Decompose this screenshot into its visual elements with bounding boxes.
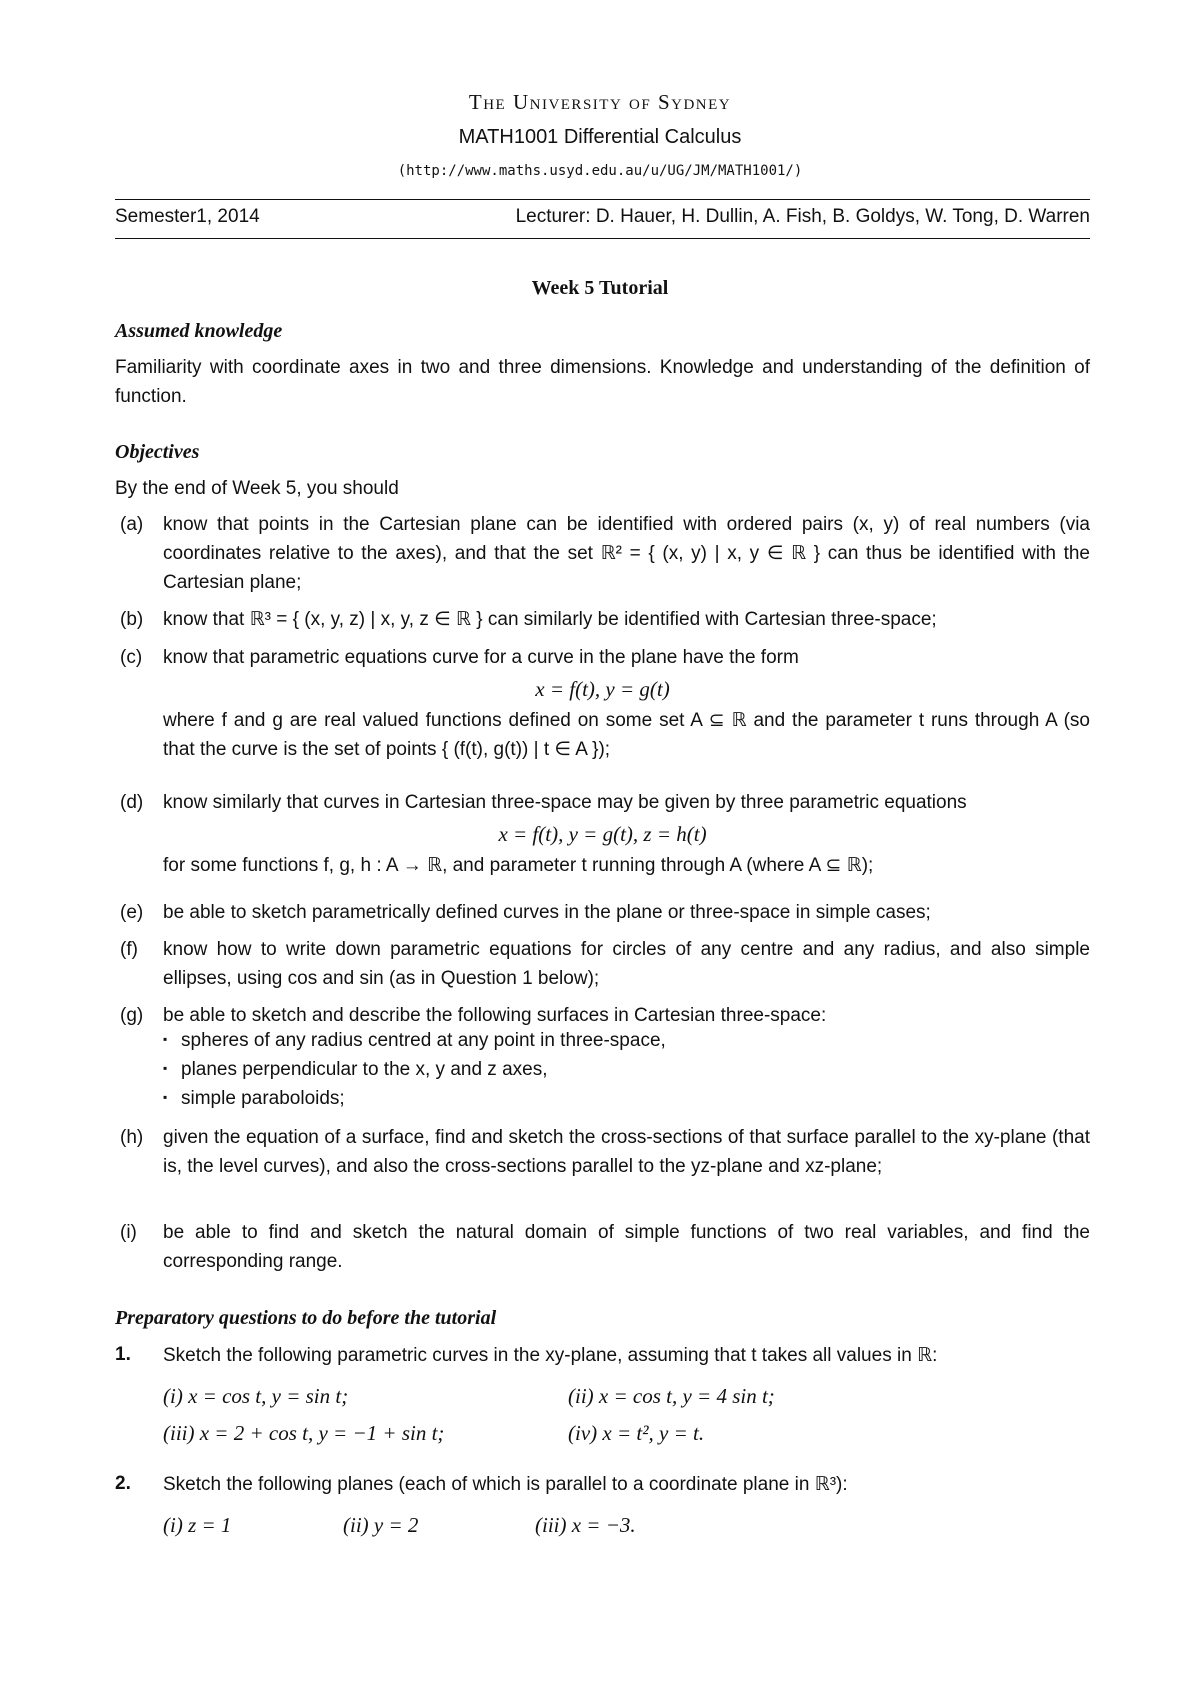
- objective-text-continued: where f and g are real valued functions defined on some set A ⊆ ℝ and the parameter t runs through A (so that the curve is the set of points { (f(t), g(t)) | t ∈ A });: [163, 710, 1090, 760]
- page-title: Week 5 Tutorial: [531, 277, 669, 299]
- question-1-number: 1.: [115, 1344, 131, 1365]
- question-2-part-ii: (ii) y = 2: [343, 1513, 419, 1537]
- objective-label: (h): [120, 1127, 144, 1148]
- assumed-text: Familiarity with coordinate axes in two and three dimensions. Knowledge and understanding of the definition of function.: [115, 357, 1090, 407]
- objective-i: [115, 1218, 1090, 1276]
- objective-label: (e): [120, 902, 144, 923]
- parametric-2d-equation: x = f(t), y = g(t): [535, 677, 670, 701]
- question-2-number: 2.: [115, 1473, 131, 1494]
- objective-text: know that points in the Cartesian plane can be identified with ordered pairs (x, y) of real numbers (via coordinates relative to the axes), and that the set ℝ² = { (x, y) | x, y ∈ ℝ } can thus be identified with the Cartesian plane;: [163, 514, 1090, 593]
- question-1-part-iv: (iv) x = t², y = t.: [568, 1421, 705, 1445]
- header-top-rule: [115, 199, 1090, 200]
- objective-h: [115, 1123, 1090, 1181]
- question-1-part-i: (i) x = cos t, y = sin t;: [163, 1384, 349, 1408]
- lecturers: Lecturer: D. Hauer, H. Dullin, A. Fish, B. Goldys, W. Tong, D. Warren: [515, 206, 1090, 227]
- objective-f: [115, 935, 1090, 993]
- objective-text: know that ℝ³ = { (x, y, z) | x, y, z ∈ ℝ } can similarly be identified with Cartesian three-space;: [163, 609, 937, 630]
- objectives-intro: By the end of Week 5, you should: [115, 478, 399, 499]
- objective-e: [115, 898, 1090, 927]
- objective-text: be able to sketch and describe the following surfaces in Cartesian three-space:: [163, 1005, 827, 1026]
- objective-a: [115, 510, 1090, 597]
- objective-label: (g): [120, 1005, 144, 1026]
- objective-label: (c): [120, 647, 143, 668]
- question-1-part-iii: (iii) x = 2 + cos t, y = −1 + sin t;: [163, 1421, 445, 1445]
- objective-text-continued: for some functions f, g, h : A → ℝ, and parameter t running through A (where A ⊆ ℝ);: [163, 855, 874, 876]
- question-1-part-ii: (ii) x = cos t, y = 4 sin t;: [568, 1384, 775, 1408]
- objective-c: [115, 643, 1090, 764]
- bullet-planes: ▪ planes perpendicular to the x, y and z axes,: [163, 1059, 548, 1081]
- question-2-text: Sketch the following planes (each of which is parallel to a coordinate plane in ℝ³):: [163, 1474, 848, 1495]
- course-title: MATH1001 Differential Calculus: [458, 126, 742, 148]
- objective-label: (d): [120, 792, 144, 813]
- header-bottom-rule: [115, 238, 1090, 239]
- objective-text: given the equation of a surface, find and sketch the cross-sections of that surface parallel to the xy-plane (that is, the level curves), and also the cross-sections parallel to the yz-plane and xz-plane;: [163, 1127, 1090, 1177]
- objective-d: [115, 788, 1090, 880]
- objectives-heading: Objectives: [115, 441, 200, 463]
- question-1-text: Sketch the following parametric curves in the xy-plane, assuming that t takes all values in ℝ:: [163, 1345, 938, 1366]
- objective-text: be able to sketch parametrically defined curves in the plane or three-space in simple cases;: [163, 902, 931, 923]
- assumed-heading: Assumed knowledge: [115, 320, 283, 342]
- university-name: The University of Sydney: [468, 90, 732, 114]
- objective-b: [115, 605, 1090, 634]
- semester: Semester1, 2014: [115, 206, 260, 227]
- bullet-spheres: ▪ spheres of any radius centred at any point in three-space,: [163, 1030, 666, 1052]
- objective-label: (i): [120, 1222, 137, 1243]
- question-2-part-iii: (iii) x = −3.: [535, 1513, 636, 1537]
- objective-label: (b): [120, 609, 144, 630]
- objective-text: know how to write down parametric equations for circles of any centre and any radius, and also simple ellipses, using cos and sin (as in Question 1 below);: [163, 939, 1090, 989]
- objective-g: [115, 1001, 1090, 1030]
- preparatory-heading: Preparatory questions to do before the tutorial: [115, 1307, 497, 1329]
- parametric-3d-equation: x = f(t), y = g(t), z = h(t): [498, 822, 707, 846]
- semester-line: [115, 206, 1090, 232]
- objective-text: know similarly that curves in Cartesian three-space may be given by three parametric equations: [163, 792, 967, 813]
- objective-text: know that parametric equations curve for a curve in the plane have the form: [163, 647, 799, 668]
- bullet-paraboloids: ▪ simple paraboloids;: [163, 1088, 345, 1110]
- objective-label: (f): [120, 939, 138, 960]
- course-url: (http://www.maths.usyd.edu.au/u/UG/JM/MATH1001/): [397, 163, 803, 179]
- question-2-part-i: (i) z = 1: [163, 1513, 232, 1537]
- objective-text: be able to find and sketch the natural domain of simple functions of two real variables, and find the corresponding range.: [163, 1222, 1090, 1272]
- objective-label: (a): [120, 514, 144, 535]
